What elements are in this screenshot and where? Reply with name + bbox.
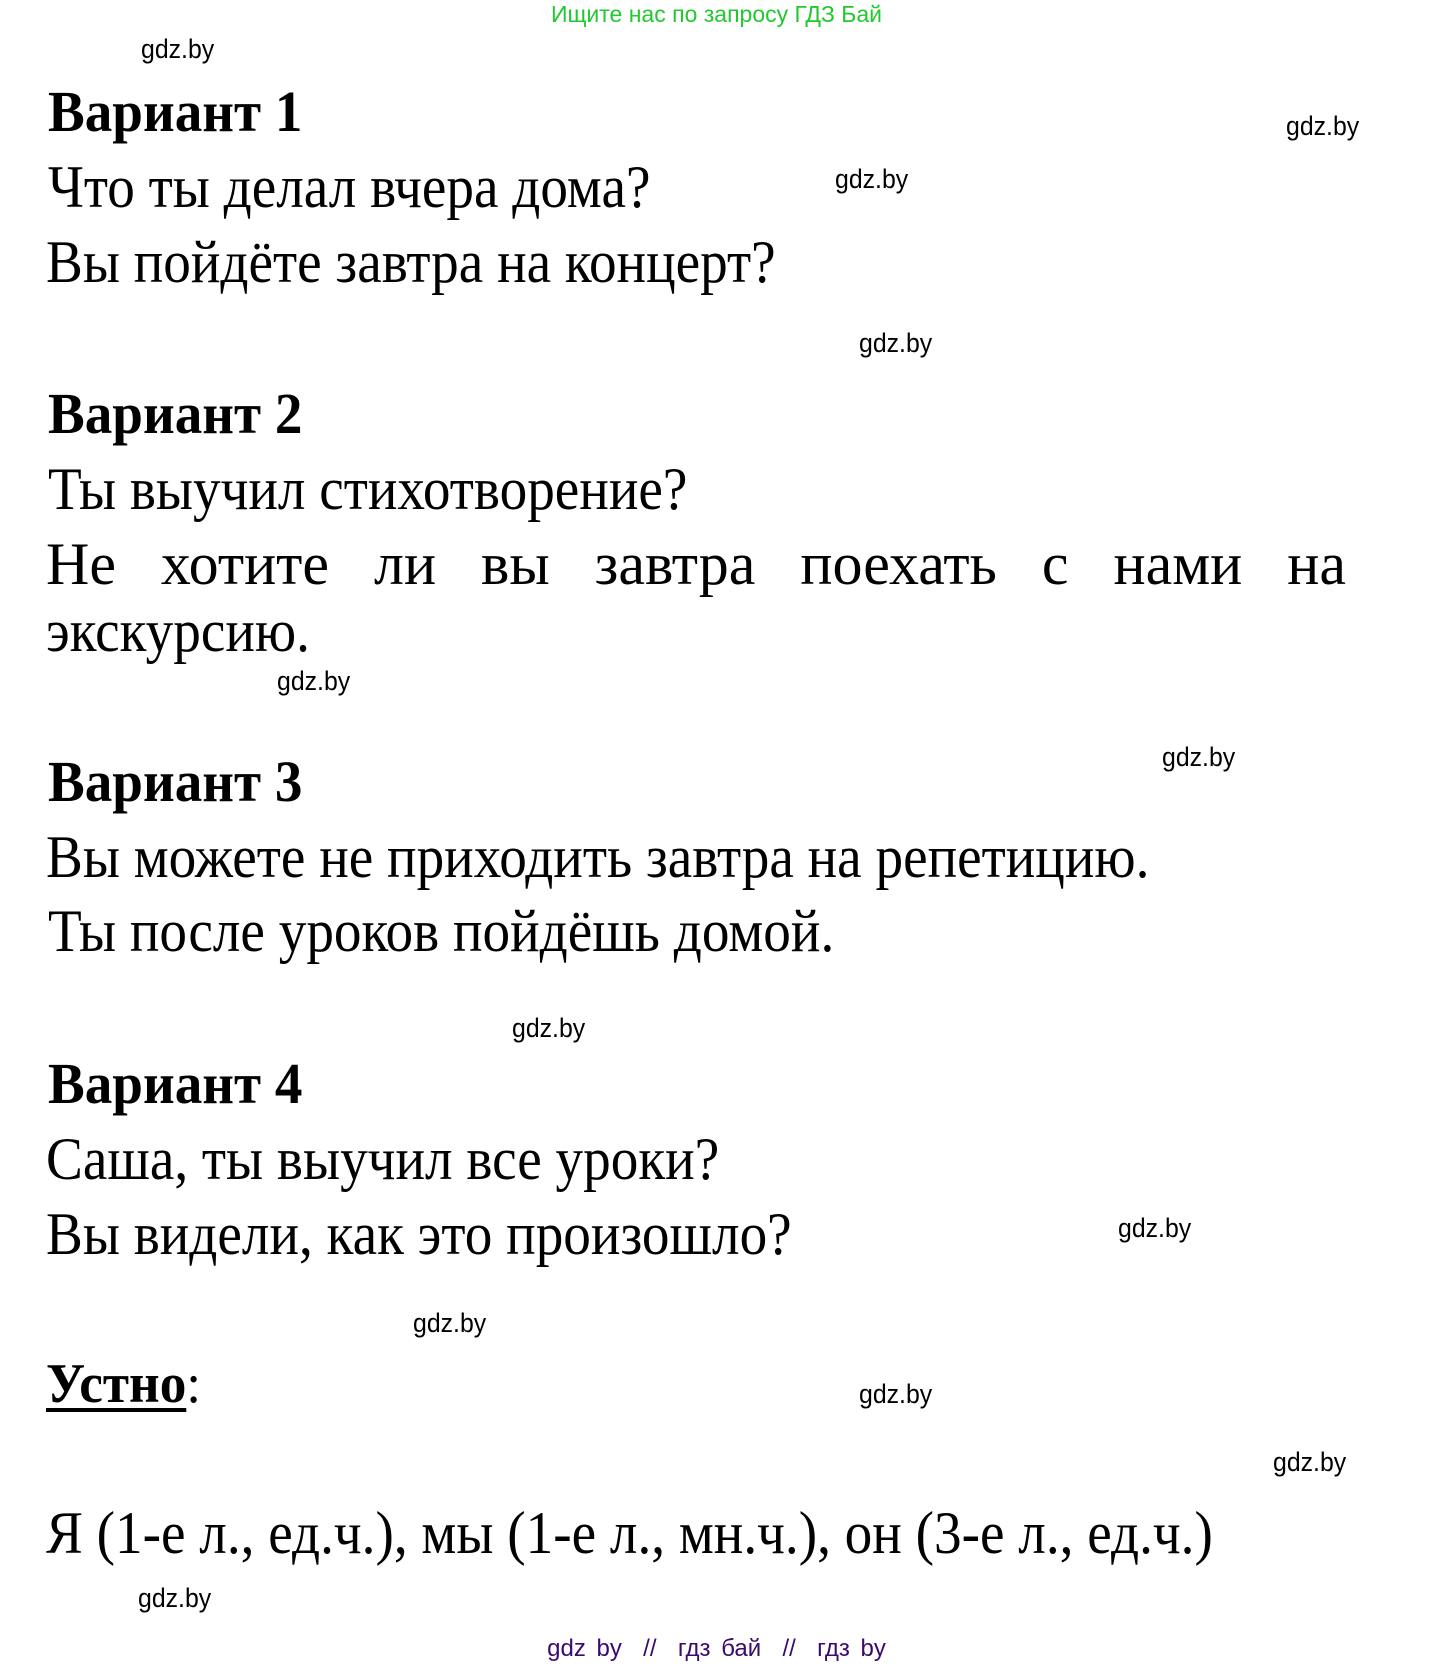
variant-line: Ты выучил стихотворение? (48, 456, 688, 522)
oral-heading (46, 1352, 201, 1416)
footer-text: gdz by // гдз бай // гдз by (547, 1635, 886, 1662)
search-banner: Ищите нас по запросу ГДЗ Бай (550, 1, 883, 27)
variant-heading: Вариант 2 (48, 381, 303, 446)
variant-line: Вы видели, как это произошло? (46, 1201, 792, 1267)
variant-line: Не хотите ли вы завтра поехать с нами на (46, 531, 1346, 597)
variant-heading: Вариант 1 (48, 79, 303, 144)
watermark: gdz.by (1162, 742, 1236, 772)
oral-answer: Я (1-е л., ед.ч.), мы (1-е л., мн.ч.), он (3-е л., ед.ч.) (46, 1500, 1213, 1566)
variant-line: Вы пойдёте завтра на концерт? (46, 229, 776, 295)
watermark: gdz.by (413, 1308, 487, 1338)
variant-line: Ты после уроков пойдёшь домой. (48, 898, 835, 964)
variant-line: Вы можете не приходить завтра на репетицию. (46, 824, 1150, 890)
watermark: gdz.by (1286, 111, 1360, 141)
oral-label: Устно (46, 1353, 187, 1415)
watermark: gdz.by (1118, 1213, 1192, 1243)
variant-line: Саша, ты выучил все уроки? (46, 1126, 720, 1192)
watermark: gdz.by (859, 1379, 933, 1409)
variant-line: экскурсию. (46, 598, 310, 664)
watermark: gdz.by (1273, 1447, 1347, 1477)
watermark: gdz.by (859, 328, 933, 358)
oral-colon: : (186, 1353, 202, 1415)
watermark: gdz.by (277, 666, 351, 696)
variant-line: Что ты делал вчера дома? (48, 154, 651, 220)
footer-links (0, 1634, 1433, 1664)
watermark: gdz.by (138, 1583, 212, 1613)
variant-heading: Вариант 4 (48, 1051, 303, 1116)
variant-heading: Вариант 3 (48, 749, 303, 814)
watermark: gdz.by (835, 164, 909, 194)
watermark: gdz.by (141, 34, 215, 64)
watermark: gdz.by (512, 1013, 586, 1043)
